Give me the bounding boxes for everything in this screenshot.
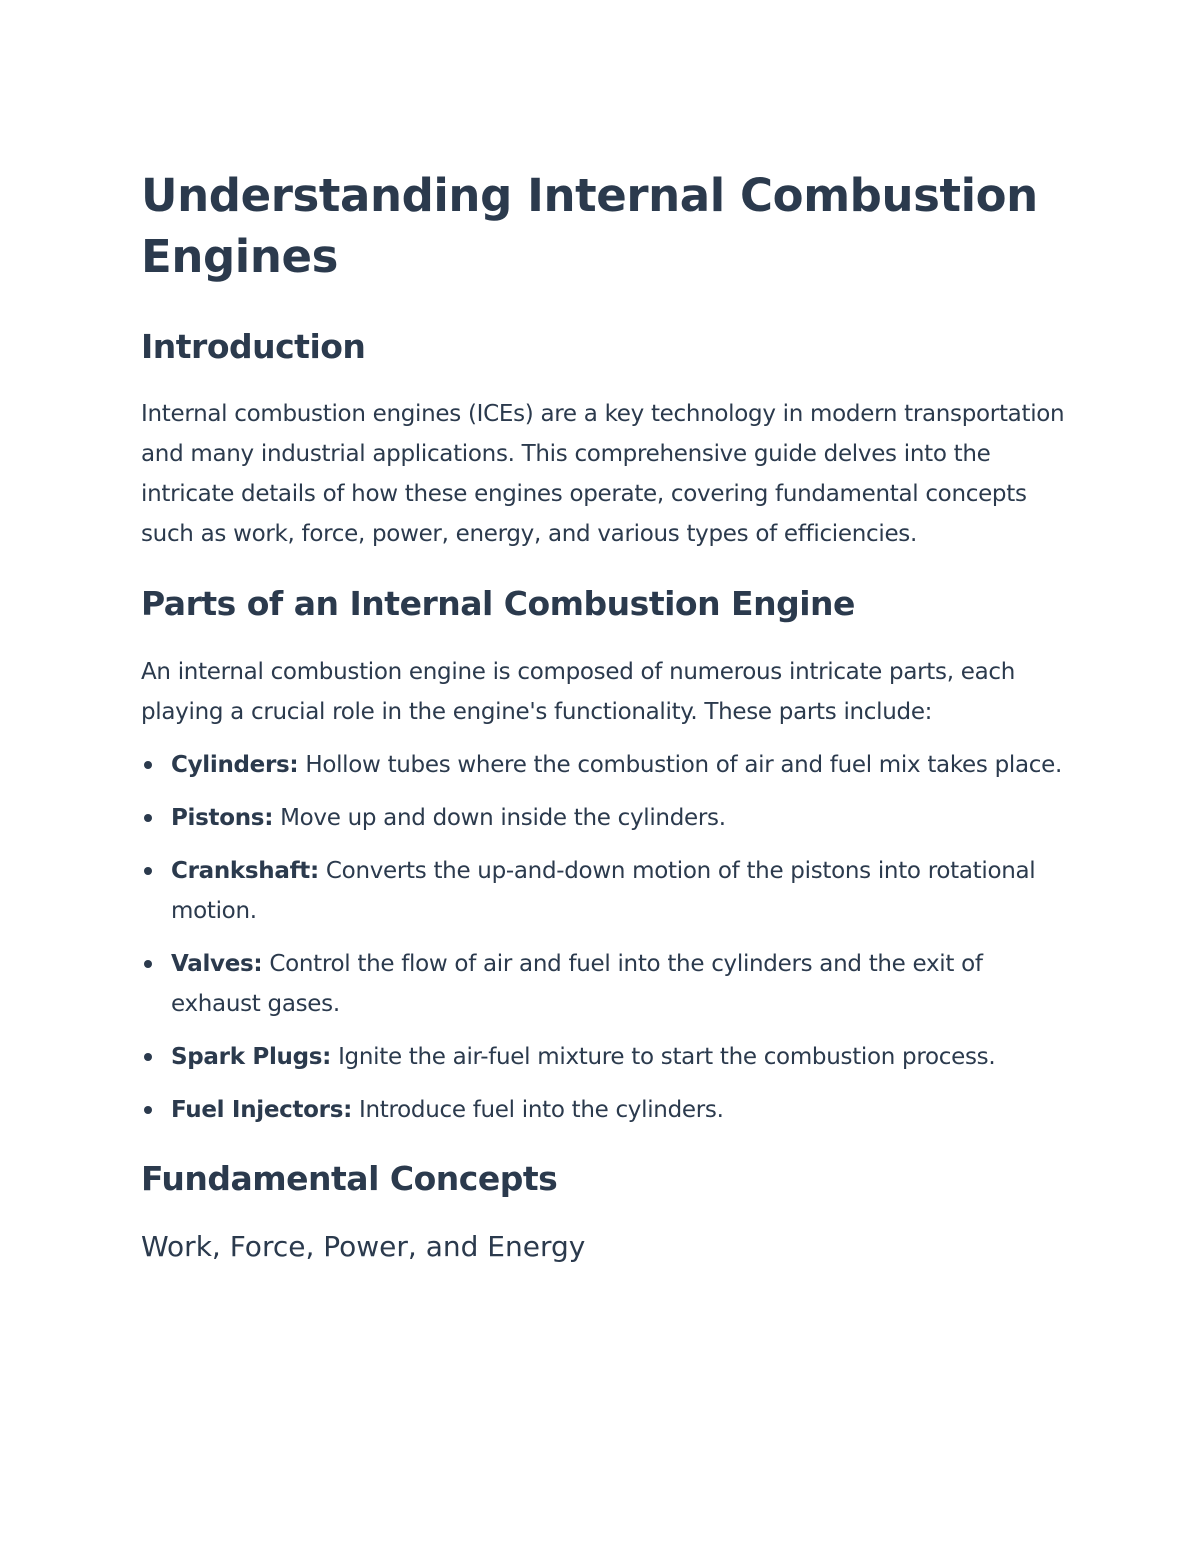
list-item [141, 1090, 1071, 1130]
bullet-icon [144, 867, 152, 875]
introduction-paragraph: Internal combustion engines (ICEs) are a key technology in modern transportation and many industrial applications. This comprehensive guide delves into the intricate details of how these engines operate, covering fundamental concepts such as work, force, power, energy, and various types of efficiencies. [141, 401, 1065, 547]
document-title: Understanding Internal Combustion Engines [141, 169, 1038, 283]
list-item [141, 745, 1071, 785]
bullet-icon [144, 814, 152, 822]
list-item-description: Control the flow of air and fuel into the cylinders and the exit of exhaust gases. [171, 951, 983, 1017]
bullet-icon [144, 960, 152, 968]
parts-list [141, 745, 1071, 1130]
list-item-description: Ignite the air-fuel mixture to start the combustion process. [331, 1044, 996, 1070]
document-page [141, 165, 1071, 1267]
list-item-term: Cylinders: [171, 752, 299, 778]
bullet-icon [144, 761, 152, 769]
bullet-icon [144, 1053, 152, 1061]
parts-heading: Parts of an Internal Combustion Engine [141, 584, 855, 623]
concepts-heading: Fundamental Concepts [141, 1159, 558, 1198]
parts-paragraph: An internal combustion engine is composed of numerous intricate parts, each playing a crucial role in the engine's functionality. These parts include: [141, 659, 1015, 725]
concepts-subheading: Work, Force, Power, and Energy [141, 1230, 586, 1263]
list-item-term: Crankshaft: [171, 858, 319, 884]
list-item-description: Converts the up-and-down motion of the pistons into rotational motion. [171, 858, 1036, 924]
list-item-term: Valves: [171, 951, 263, 977]
list-item-description: Move up and down inside the cylinders. [273, 805, 726, 831]
list-item [141, 851, 1071, 931]
list-item-term: Pistons: [171, 805, 274, 831]
introduction-heading: Introduction [141, 327, 366, 366]
list-item [141, 1037, 1071, 1077]
list-item [141, 798, 1071, 838]
bullet-icon [144, 1106, 152, 1114]
list-item-description: Hollow tubes where the combustion of air and fuel mix takes place. [298, 752, 1062, 778]
list-item-term: Fuel Injectors: [171, 1097, 353, 1123]
list-item [141, 944, 1071, 1024]
list-item-description: Introduce fuel into the cylinders. [352, 1097, 724, 1123]
list-item-term: Spark Plugs: [171, 1044, 332, 1070]
